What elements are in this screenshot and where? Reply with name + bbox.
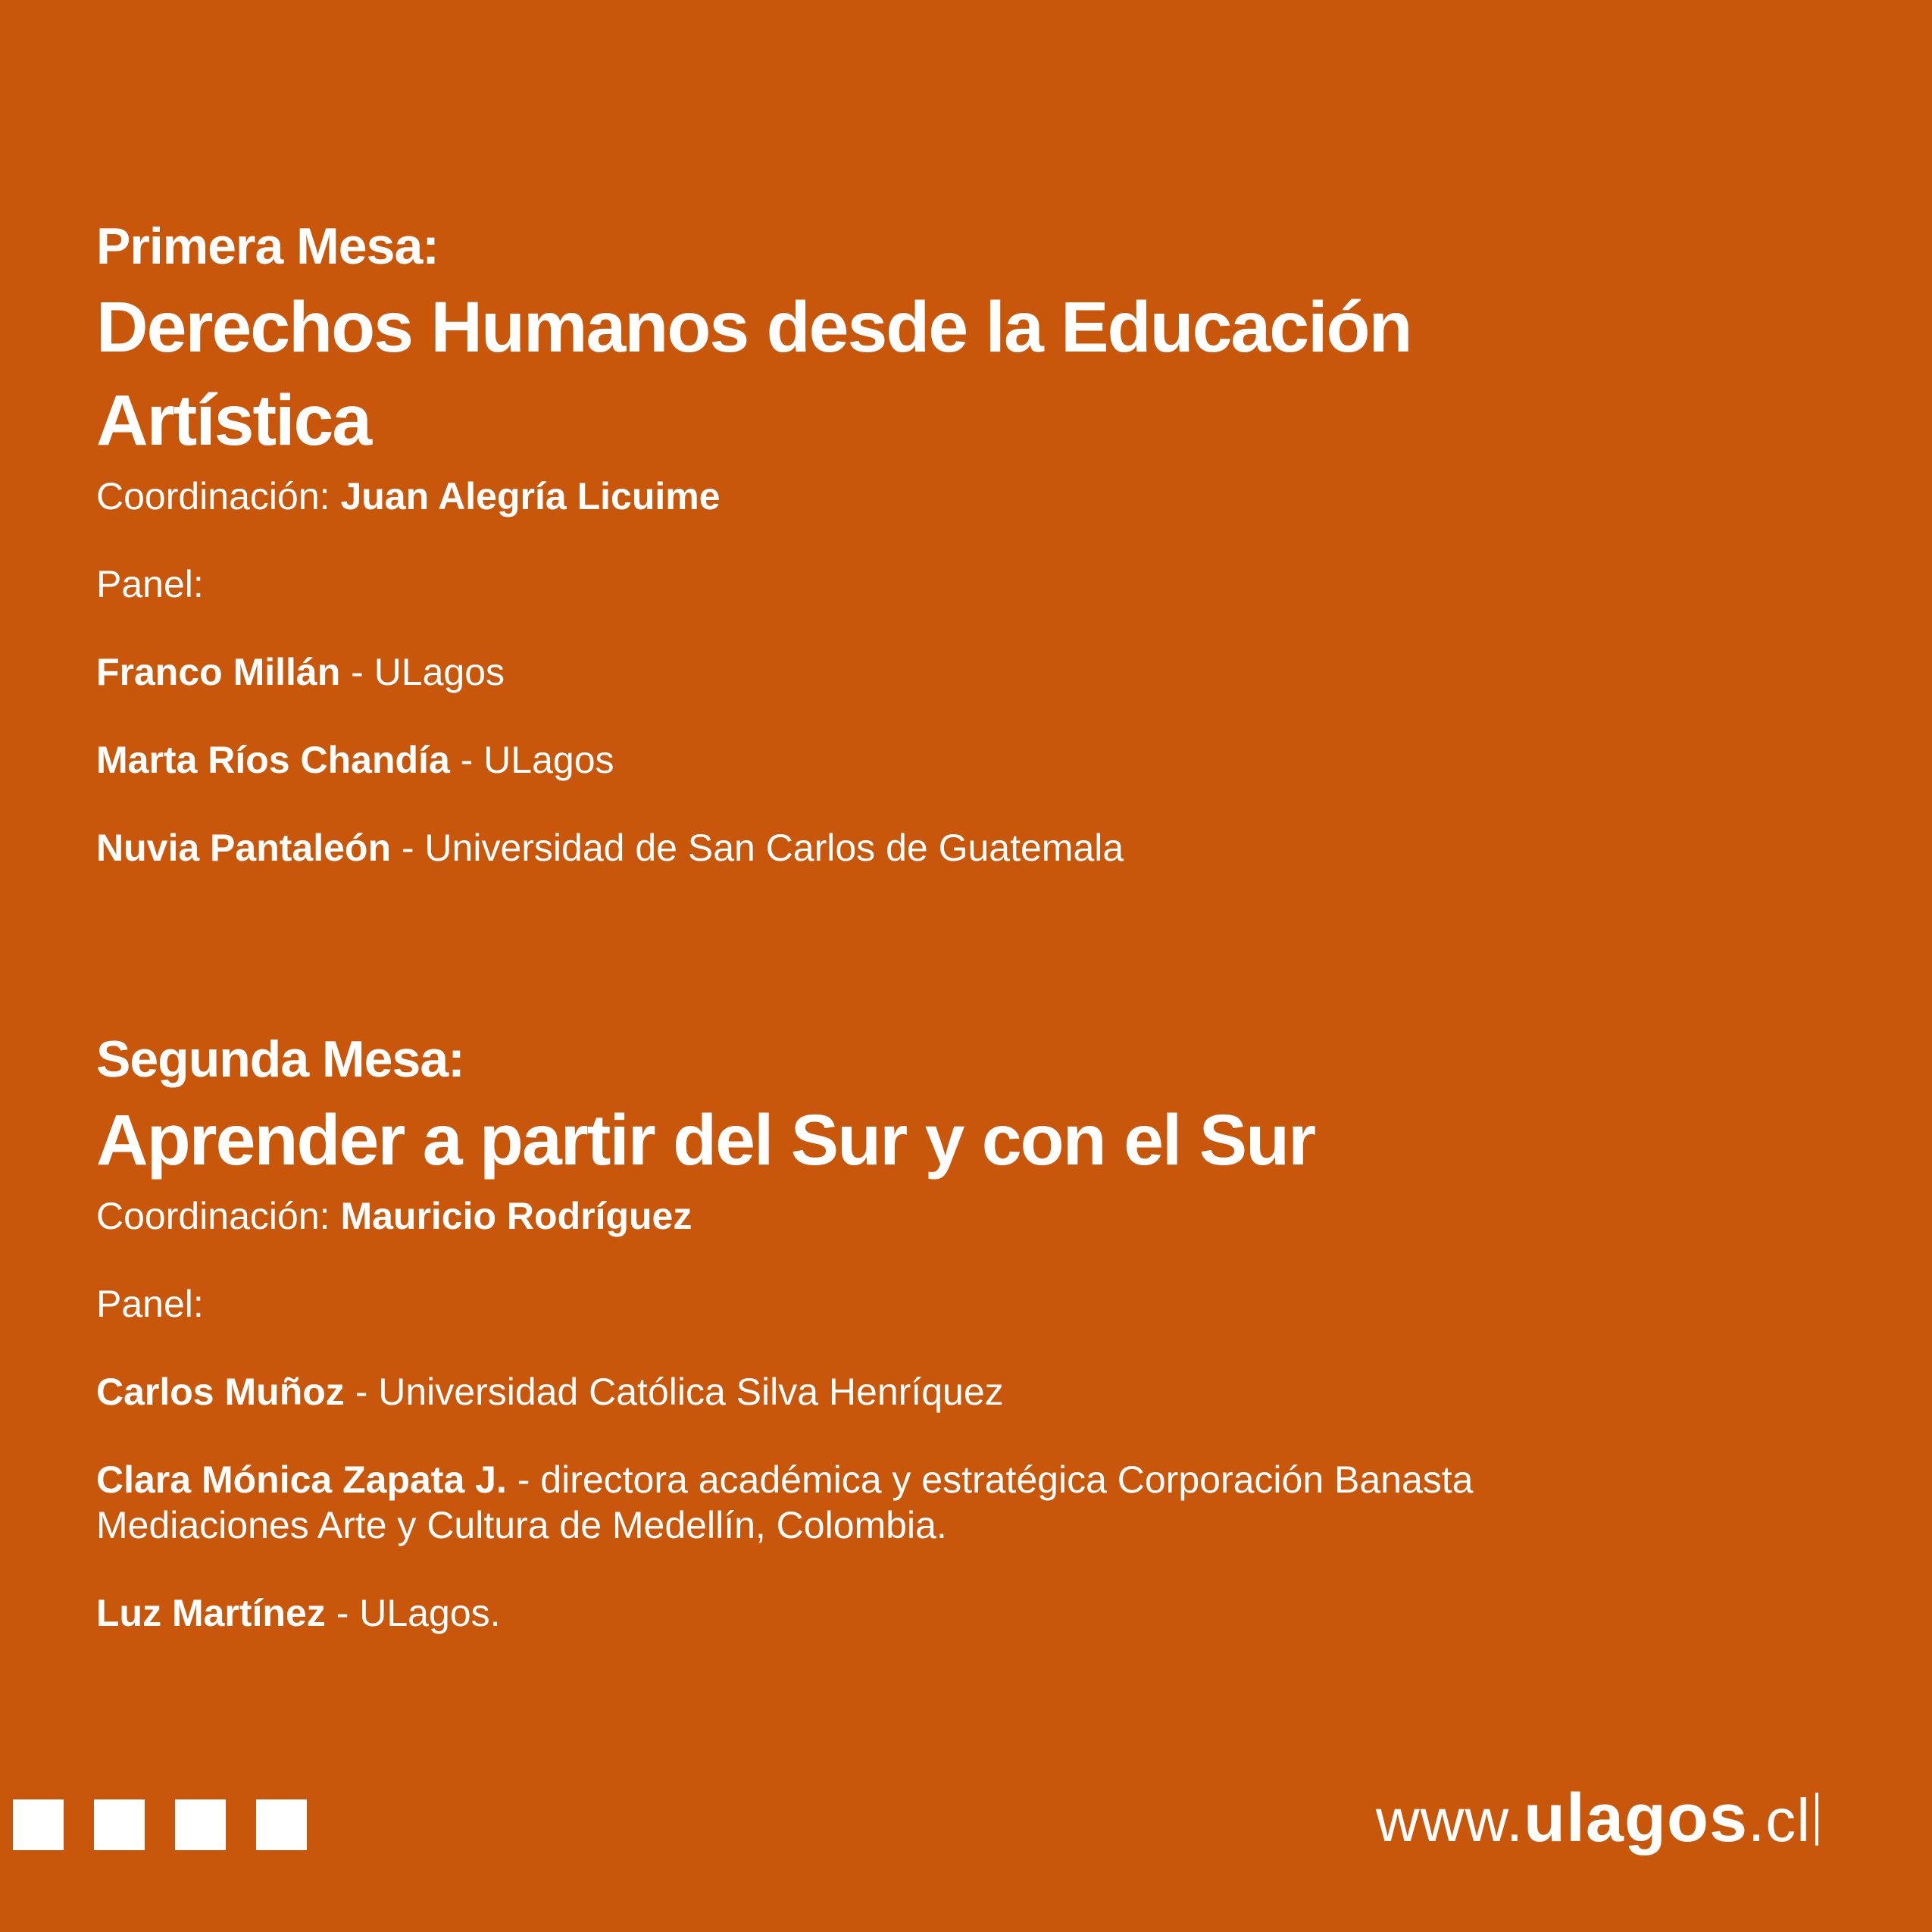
square-icon: [13, 1799, 64, 1850]
member-affiliation: - Universidad de San Carlos de Guatemala: [391, 827, 1124, 869]
member-affiliation: - ULagos: [340, 651, 505, 693]
member-name: Clara Mónica Zapata J.: [96, 1458, 507, 1501]
panel-label: Panel:: [96, 563, 204, 605]
mesa-title: [96, 1094, 1839, 1187]
url-suffix: .cl: [1748, 1787, 1811, 1854]
panel-label: Panel:: [96, 1283, 204, 1325]
coord-name: Juan Alegría Licuime: [340, 475, 721, 517]
square-icon: [94, 1799, 145, 1850]
mesa-title-line1: Derechos Humanos desde la Educación: [96, 287, 1411, 367]
coord-name: Mauricio Rodríguez: [340, 1195, 692, 1237]
url-prefix: www.: [1375, 1787, 1524, 1854]
mesa-label: Primera Mesa:: [96, 217, 439, 275]
member-name: Franco Millán: [96, 651, 341, 693]
coord-label: Coordinación:: [96, 475, 330, 517]
member-affiliation: - directora académica y estratégica Corporación Banasta: [506, 1458, 1474, 1501]
panel-member: [96, 1590, 1839, 1636]
member-affiliation-line2: Mediaciones Arte y Cultura de Medellín, Colombia.: [96, 1504, 947, 1546]
square-icon: [175, 1799, 226, 1850]
member-name: Marta Ríos Chandía: [96, 739, 450, 781]
member-name: Nuvia Pantaleón: [96, 827, 391, 869]
text-cursor-icon: [1815, 1793, 1818, 1846]
coordination: [96, 474, 1839, 519]
panel-member: [96, 649, 1839, 695]
panel-member: [96, 1369, 1839, 1415]
mesa-title-line1: Aprender a partir del Sur y con el Sur: [96, 1100, 1315, 1180]
coordination: [96, 1193, 1839, 1239]
url-domain: ulagos: [1523, 1780, 1748, 1856]
decorative-squares: [13, 1799, 307, 1850]
mesa-label: Segunda Mesa:: [96, 1030, 464, 1088]
panel-member: [96, 737, 1839, 783]
member-affiliation: - ULagos: [449, 739, 614, 781]
member-affiliation: - ULagos.: [325, 1592, 501, 1634]
website-url[interactable]: [1376, 1780, 1818, 1859]
panel-member: [96, 825, 1839, 871]
square-icon: [256, 1799, 307, 1850]
member-name: Luz Martínez: [96, 1592, 326, 1634]
primera-mesa-section: [96, 216, 1839, 871]
coord-label: Coordinación:: [96, 1195, 330, 1237]
mesa-title-line2: Artística: [96, 380, 371, 461]
mesa-title: [96, 281, 1839, 467]
member-affiliation: - Universidad Católica Silva Henríquez: [344, 1371, 1004, 1413]
segunda-mesa-section: [96, 1029, 1839, 1636]
panel-member: [96, 1457, 1839, 1548]
member-name: Carlos Muñoz: [96, 1371, 345, 1413]
